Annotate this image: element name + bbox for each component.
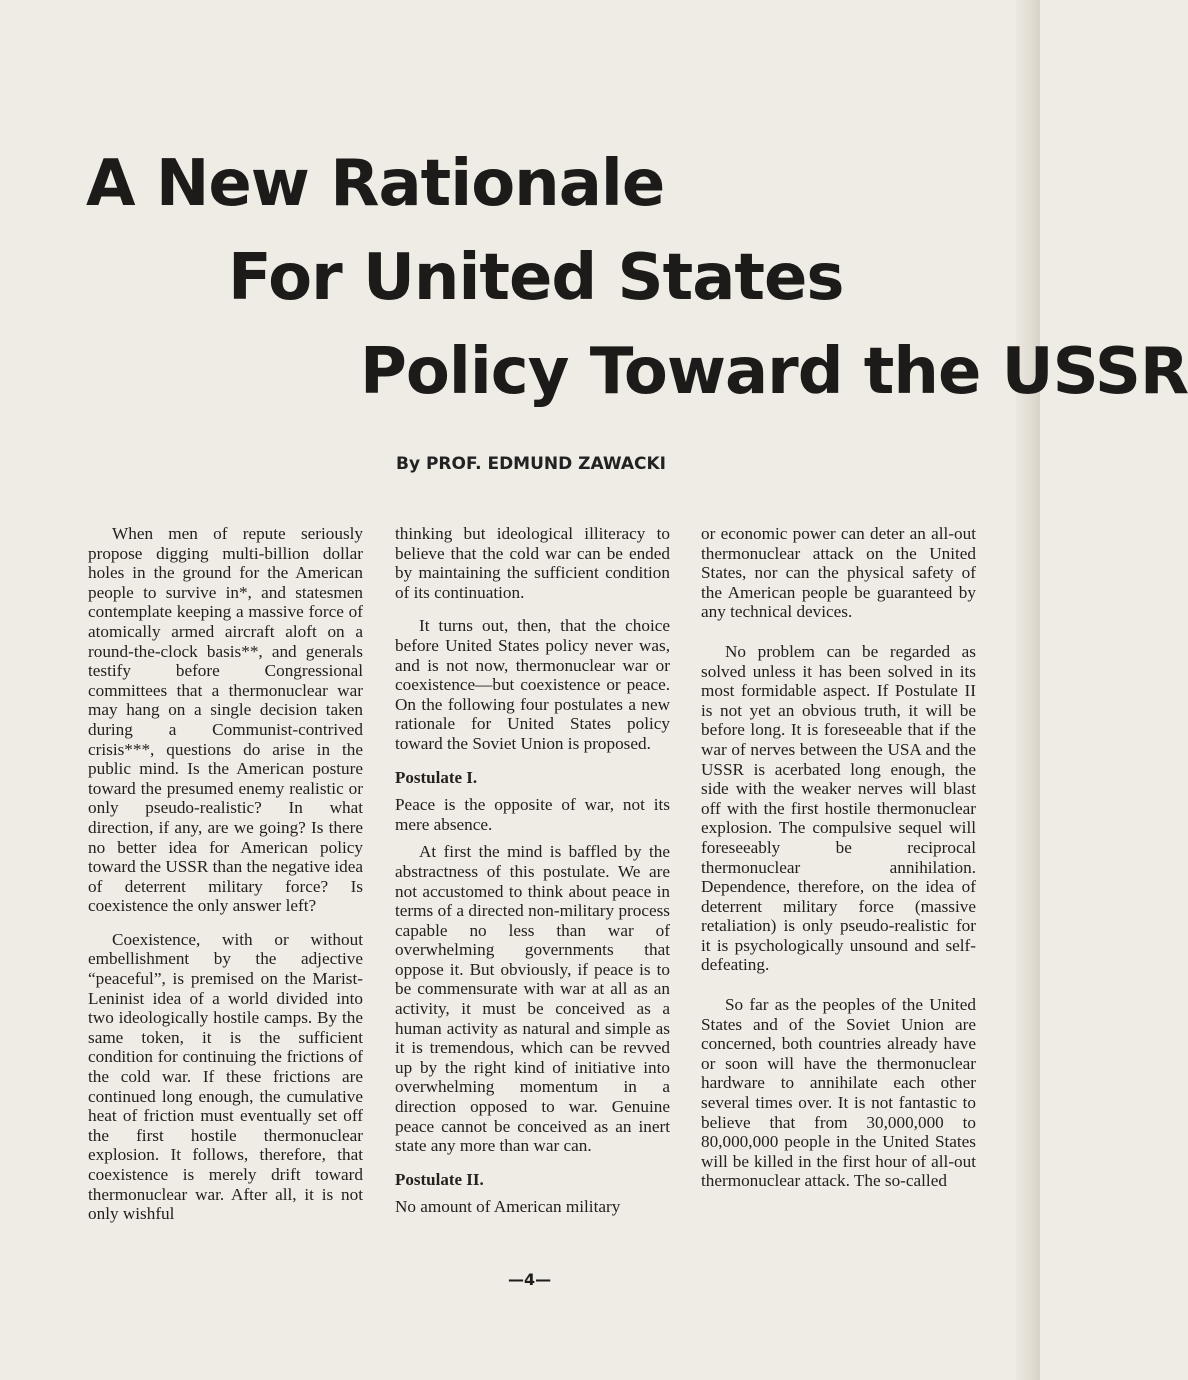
paragraph: At first the mind is baffled by the abstractness of this postulate. We are not accustomed to think about peace in terms of a directed non-military process capable no less than war of overwhelming governments that oppose it. But obviously, if peace is to be commensurate with war at all as an activity, it must be conceived as a human activity as natural and simple as it is tremendous, which can be revved up by the right kind of initiative into overwhelming momentum in a direction opposed to war. Genuine peace cannot be conceived as an inert state any more than war can. [395,842,670,1156]
postulate-text: Peace is the opposite of war, not its mere absence. [395,795,670,834]
paragraph: Coexistence, with or without embellishment by the adjective “peaceful”, is premised on the Marist-Leninist idea of a world divided into two ideologically hostile camps. By the same token, it is the sufficient condition for continuing the frictions of the cold war. If these frictions are continued long enough, the cumulative heat of friction must eventually set off the first hostile thermonuclear explosion. It follows, therefore, that coexistence is merely drift toward thermonuclear war. After all, it is not only wishful [88,929,363,1224]
column-3 [701,524,976,1211]
paragraph: So far as the peoples of the United States and of the Soviet Union are concerned, both countries already have or soon will have the thermonuclear hardware to annihilate each other several times over. It is not fantastic to believe that from 30,000,000 to 80,000,000 people in the United States will be killed in the first hour of all-out thermonuclear attack. The so-called [701,995,976,1191]
title-line-1: A New Rationale [86,147,665,221]
title-line-3: Policy Toward the USSR [360,335,1188,409]
paragraph: It turns out, then, that the choice before United States policy never was, and is not now, thermonuclear war or coexistence—but coexistence or peace. On the following four postulates a new rationale for United States policy toward the Soviet Union is proposed. [395,616,670,753]
postulate-text: No amount of American military [395,1197,621,1217]
byline: By PROF. EDMUND ZAWACKI [396,454,666,474]
paragraph: or economic power can deter an all-out thermonuclear attack on the United States, nor can the physical safety of the American people be guaranteed by any technical devices. [701,524,976,622]
paragraph: thinking but ideological illiteracy to believe that the cold war can be ended by maintaining the sufficient condition of its continuation. [395,524,670,602]
postulate-heading: Postulate II. [395,1169,484,1189]
postulate-heading: Postulate I. [395,767,478,787]
column-1 [88,524,363,1238]
page-number: —4— [508,1270,552,1289]
paragraph: No problem can be regarded as solved unless it has been solved in its most formidable aspect. If Postulate II is not yet an obvious truth, it will be before long. It is foreseeable that if the war of nerves between the USA and the USSR is acerbated long enough, the side with the weaker nerves will blast off with the first hostile thermonuclear explosion. The compulsive sequel will foreseeably be reciprocal thermonuclear annihilation. Dependence, therefore, on the idea of deterrent military force (massive retaliation) is only pseudo-realistic for it is psychologically unsound and self-defeating. [701,641,976,975]
page-edge [1016,0,1040,1380]
column-2 [395,524,670,1225]
paragraph: When men of repute seriously propose digging multi-billion dollar holes in the ground for the American people to survive in*, and statesmen contemplate keeping a massive force of atomically armed aircraft aloft on a round-the-clock basis**, and generals testify before Congressional committees that a thermonuclear war may hang on a single decision taken during a Communist-contrived crisis***, questions do arise in the public mind. Is the American posture toward the presumed enemy realistic or only pseudo-realistic? In what direction, if any, are we going? Is there no better idea for American policy toward the USSR than the negative idea of deterrent military force? Is coexistence the only answer left? [88,524,363,916]
title-line-2: For United States [228,241,844,315]
